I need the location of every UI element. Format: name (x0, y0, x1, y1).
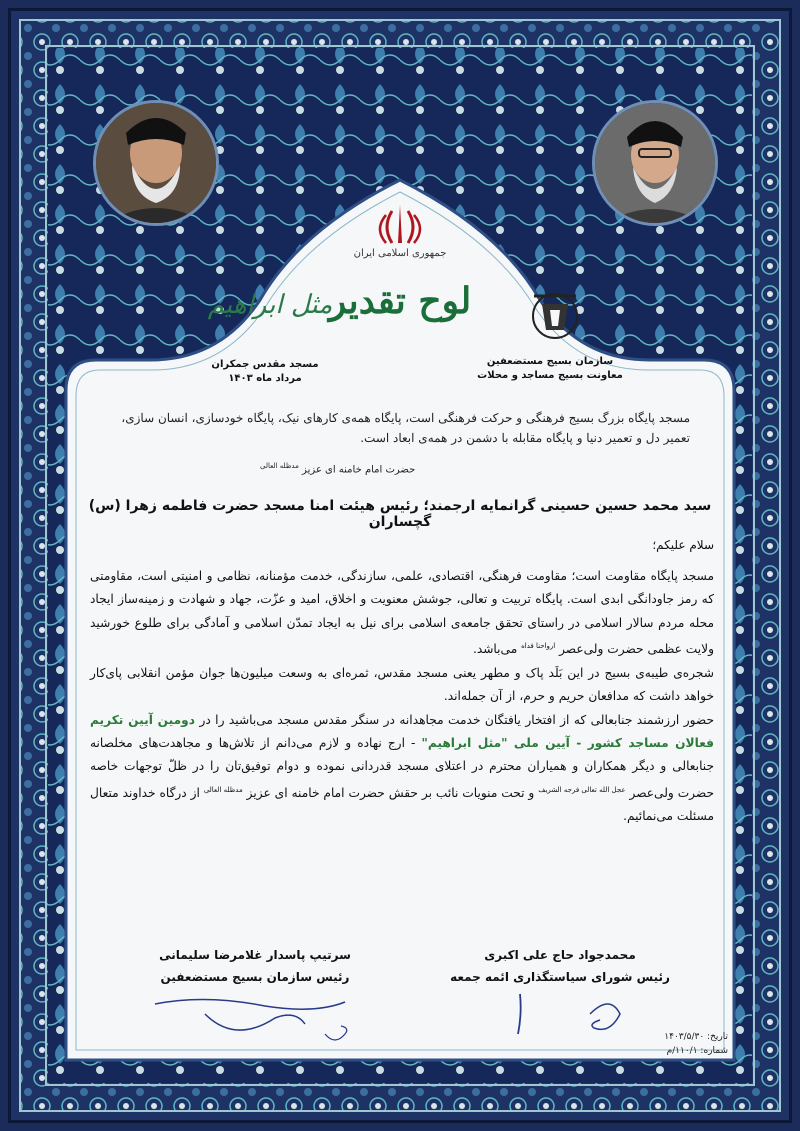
left-organization (190, 358, 340, 386)
certificate-number: شماره: ۱۱۰/۱/م (666, 1046, 728, 1056)
signature-left (140, 948, 370, 1058)
body-paragraph-3-mid2: و تحت منویات نائب بر حقش حضرت امام خامنه ای عزیز (246, 785, 535, 800)
signature-left-mark (145, 984, 365, 1054)
iran-emblem-icon (370, 203, 430, 252)
signature-right-mark (460, 984, 660, 1044)
body-honorific-3: مدظله العالی (203, 785, 243, 794)
quote-block (110, 408, 690, 448)
certificate-title: لوح تقدیر (328, 280, 472, 322)
signature-right (450, 948, 670, 1048)
right-org-line1: سازمان بسیج مستضعفین (486, 356, 614, 367)
body-paragraph-3-mid: - ارج نهاده و لازم می‌دانم از تلاش‌ها و مجاهدت‌های مخلصانه جنابعالی و دیگر همکاران و همیاران محترم در اعتلای مسجد قدردانی نموده و دوام توفیق‌تان را در ظلّ توجهات خاصه حضرت ولی‌عصر (90, 735, 715, 800)
body-paragraph-3-end: از درگاه خداوند متعال مسئلت می‌نمائیم. (90, 785, 714, 824)
emblem-caption: جمهوری اسلامی ایران (353, 248, 447, 259)
body-honorific-1: ارواحنا فداه (521, 642, 556, 651)
ceremony-name-highlight: دومین آیین تکریم فعالان مساجد کشور - آیین ملی "مثل ابراهیم" (90, 712, 715, 750)
quote-author-honorific: مدظله العالی (260, 462, 299, 470)
signer-right-title: رئیس شورای سیاستگذاری ائمه جمعه (450, 970, 670, 984)
right-organization (470, 355, 630, 383)
signer-right-name: محمدجواد حاج علی اکبری (484, 948, 636, 962)
basij-logo-icon (520, 286, 590, 351)
recipient-line: سید محمد حسین حسینی گرانمایه ارجمند؛ رئیس هیئت امنا مسجد حضرت فاطمه زهرا (س) گچساران (88, 498, 712, 530)
body-paragraph-1-end: می‌باشد. (472, 642, 518, 657)
signer-left-name: سرتیپ پاسدار غلامرضا سلیمانی (159, 948, 351, 962)
mesle-ebrahim-logo: مثل ابراهیم (207, 290, 333, 320)
portrait-right (592, 100, 718, 226)
right-org-line2: معاونت بسیج مساجد و محلات (477, 370, 623, 381)
body-paragraph-2: شجره‌ی طیبه‌ی بسیج در این بَلَد پاک و مطهر یعنی مسجد مقدس، ثمره‌ای به وسعت میلیون‌ها جوان مؤمن انقلابی پای‌کار خواهد داشت که مدافعان حریم و حرم، از آن جمله‌اند. (90, 665, 714, 704)
certificate-date: تاریخ: ۱۴۰۳/۵/۳۰ (664, 1032, 728, 1042)
left-org-line2: مرداد ماه ۱۴۰۳ (228, 373, 302, 384)
quote-line1: مسجد پایگاه بزرگ بسیج فرهنگی و حرکت فرهنگی است، پایگاه همه‌ی کارهای نیک، پایگاه خودسازی، انسان سازی، (121, 411, 690, 425)
body-paragraph-3-start: حضور ارزشمند جنابعالی که از افتخار یافتگان خدمت مجاهدانه در سنگر مقدس مسجد می‌باشید را در (199, 712, 715, 727)
salutation: سلام علیکم؛ (652, 538, 714, 552)
date-block (648, 1030, 728, 1058)
body-text (90, 565, 714, 829)
body-paragraph-1: مسجد پایگاه مقاومت است؛ مقاومت فرهنگی، اقتصادی، علمی، سازندگی، خدمت مؤمنانه، نظامی و امنیتی است، مقاومتی که رمز جاودانگی ابدی است. پایگاه تربیت و تعالی، جوشش معنویت و اخلاق، امید و عزّت، جهاد و شهادت و زمینه‌ساز ایجاد محله مردم سالار اسلامی در راستای تحقق جامعه‌ی اسلامی برای نیل به ایجاد تمدّن اسلامی و آمادگی برای طلوع خورشید ولایت عظمی حضرت ولی‌عصر (90, 569, 714, 657)
body-honorific-2: عجل الله تعالی فرجه الشریف (538, 785, 626, 794)
quote-author-name: حضرت امام خامنه ای عزیز (302, 464, 416, 476)
portrait-left (93, 100, 219, 226)
signer-left-title: رئیس سازمان بسیج مستضعفین (160, 970, 350, 984)
left-org-line1: مسجد مقدس جمکران (211, 359, 319, 370)
quote-author (260, 462, 560, 475)
quote-line2: تعمیر دل و تعمیر دنیا و پایگاه مقابله با دشمن در همه‌ی ابعاد است. (360, 431, 690, 445)
